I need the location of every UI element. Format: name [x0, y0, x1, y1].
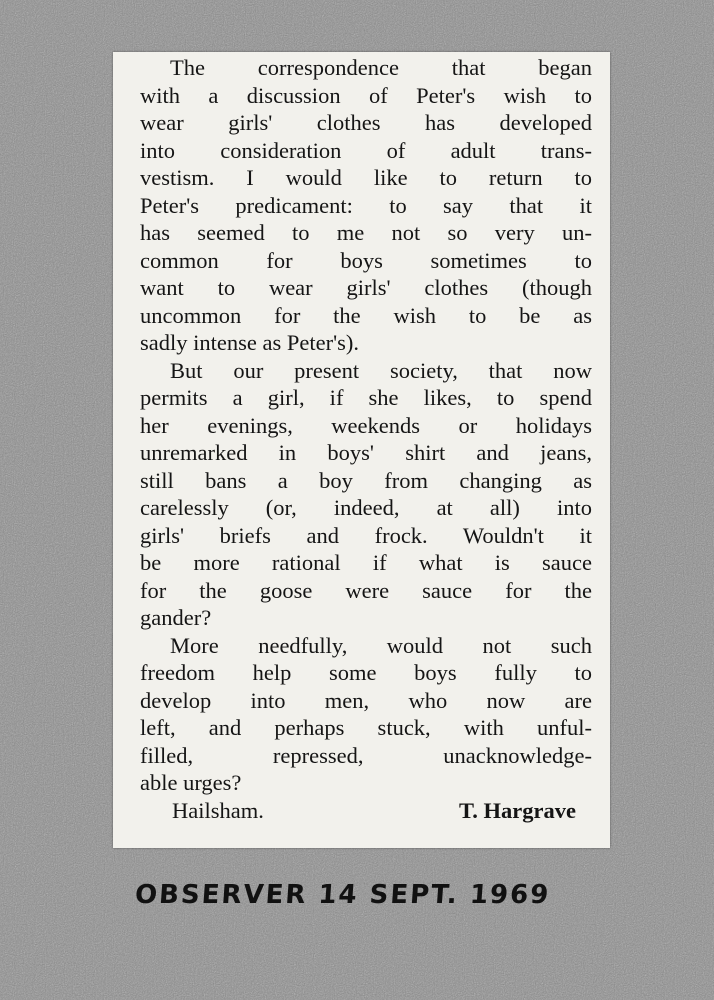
- letter-text: [140, 54, 592, 824]
- signature-line: [140, 797, 592, 825]
- text-line: But our present society, that now: [170, 357, 592, 383]
- text-line: uncommon for the wish to be as: [140, 302, 592, 328]
- text-line: for the goose were sauce for the: [140, 577, 592, 603]
- text-line: still bans a boy from changing as: [140, 467, 592, 493]
- handwritten-source-note: OBSERVER 14 SEPT. 1969: [133, 880, 552, 910]
- text-line: left, and perhaps stuck, with unful-: [140, 715, 592, 740]
- text-line: permits a girl, if she likes, to spend: [140, 385, 592, 410]
- text-line: has seemed to me not so very un-: [140, 220, 592, 245]
- text-line: wear girls' clothes has developed: [140, 110, 592, 135]
- text-line: unremarked in boys' shirt and jeans,: [140, 440, 592, 465]
- text-line: filled, repressed, unacknowledge-: [140, 742, 592, 768]
- text-line: into consideration of adult trans-: [140, 137, 592, 163]
- text-line: able urges?: [140, 770, 242, 795]
- text-line: her evenings, weekends or holidays: [140, 412, 592, 438]
- text-line: vestism. I would like to return to: [140, 165, 592, 190]
- text-line: The correspondence that began: [170, 55, 592, 80]
- letter-place: Hailsham.: [172, 797, 264, 823]
- text-line: common for boys sometimes to: [140, 247, 592, 273]
- text-line: freedom help some boys fully to: [140, 660, 592, 685]
- text-line: gander?: [140, 605, 212, 630]
- text-line: carelessly (or, indeed, at all) into: [140, 495, 592, 520]
- text-line: More needfully, would not such: [170, 632, 592, 658]
- text-line: Peter's predicament: to say that it: [140, 192, 592, 218]
- text-line: be more rational if what is sauce: [140, 550, 592, 575]
- text-line: sadly intense as Peter's).: [140, 330, 360, 355]
- letter-author: T. Hargrave: [458, 797, 576, 823]
- text-line: develop into men, who now are: [140, 687, 592, 713]
- text-line: want to wear girls' clothes (though: [140, 275, 592, 300]
- text-line: with a discussion of Peter's wish to: [140, 82, 592, 108]
- text-line: girls' briefs and frock. Wouldn't it: [140, 522, 592, 548]
